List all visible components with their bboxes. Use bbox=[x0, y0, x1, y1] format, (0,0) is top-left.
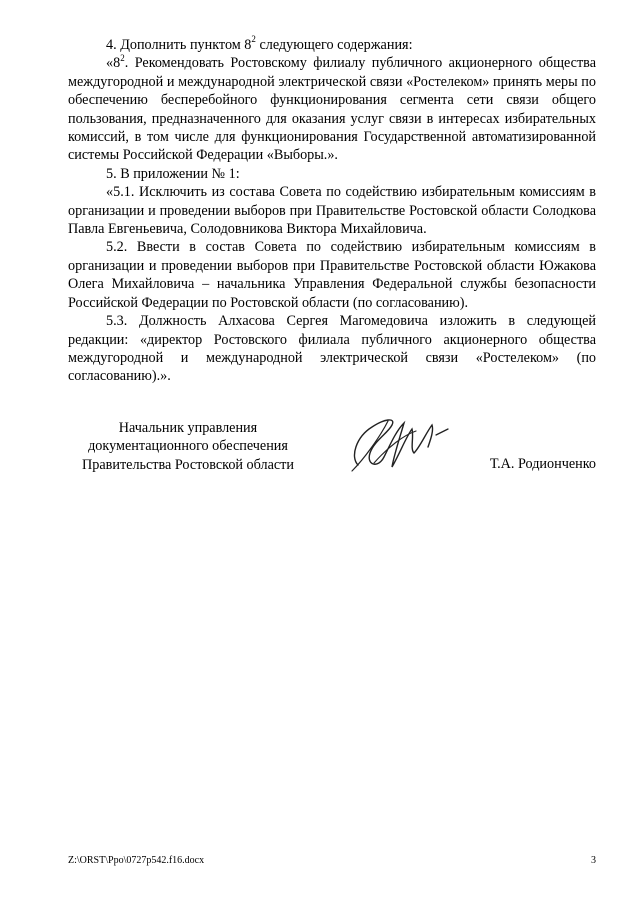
signatory-title-line: Начальник управления bbox=[118, 420, 258, 436]
paragraph-item-8-2 bbox=[68, 54, 596, 164]
paragraph-item-4 bbox=[68, 36, 596, 54]
superscript: 2 bbox=[251, 34, 256, 45]
signatory-title-line: документационного обеспечения bbox=[88, 438, 288, 455]
handwritten-signature bbox=[344, 407, 454, 482]
signatory-name: Т.А. Родионченко bbox=[489, 456, 596, 472]
paragraph-item-5-3: 5.3. Должность Алхасова Сергея Магомедовича изложить в следующей редакции: «директор Ростовского филиала публичного акционерного общества междугородной и международной электрической связи «Ростелеком» (по согласованию).». bbox=[68, 313, 596, 385]
signatory-title-line: Правительства Ростовской области bbox=[82, 456, 294, 473]
page-number: 3 bbox=[591, 855, 596, 866]
paragraph-item-5: 5. В приложении № 1: bbox=[106, 165, 240, 182]
document-body bbox=[68, 36, 596, 386]
footer-file-path: Z:\ORST\Ppo\0727p542.f16.docx bbox=[68, 855, 205, 866]
superscript: 2 bbox=[120, 52, 125, 63]
signatory-title bbox=[68, 419, 308, 474]
paragraph-item-5-1: «5.1. Исключить из состава Совета по содействию избирательным комиссиям в организации и проведении выборов при Правительстве Ростовской области Солодкова Павла Евгеньевича, Солодовникова Виктора Михайловича. bbox=[68, 184, 596, 238]
paragraph-text: «8 bbox=[106, 55, 121, 72]
paragraph-text: 4. Дополнить пунктом 8 bbox=[106, 37, 252, 53]
paragraph-text: . Рекомендовать Ростовскому филиалу публичного акционерного общества междугородной и международной электрической связи «Ростелеком» принять меры по обеспечению бесперебойного функционирования сегмента сети связи общего пользования, предназначенного для оказания услуг связи в интересах избирательных комиссий, в том числе для функционирования Государственной автоматизированной системы Российской Федерации «Выборы.». bbox=[68, 55, 596, 164]
paragraph-text: следующего содержания: bbox=[255, 37, 413, 53]
paragraph-item-5-2: 5.2. Ввести в состав Совета по содействию избирательным комиссиям в организации и проведении выборов при Правительстве Ростовской области Южакова Олега Михайловича – начальника Управления Федеральной службы безопасности Российской Федерации по Ростовской области (по согласованию). bbox=[68, 239, 596, 311]
signature-block bbox=[68, 419, 596, 479]
